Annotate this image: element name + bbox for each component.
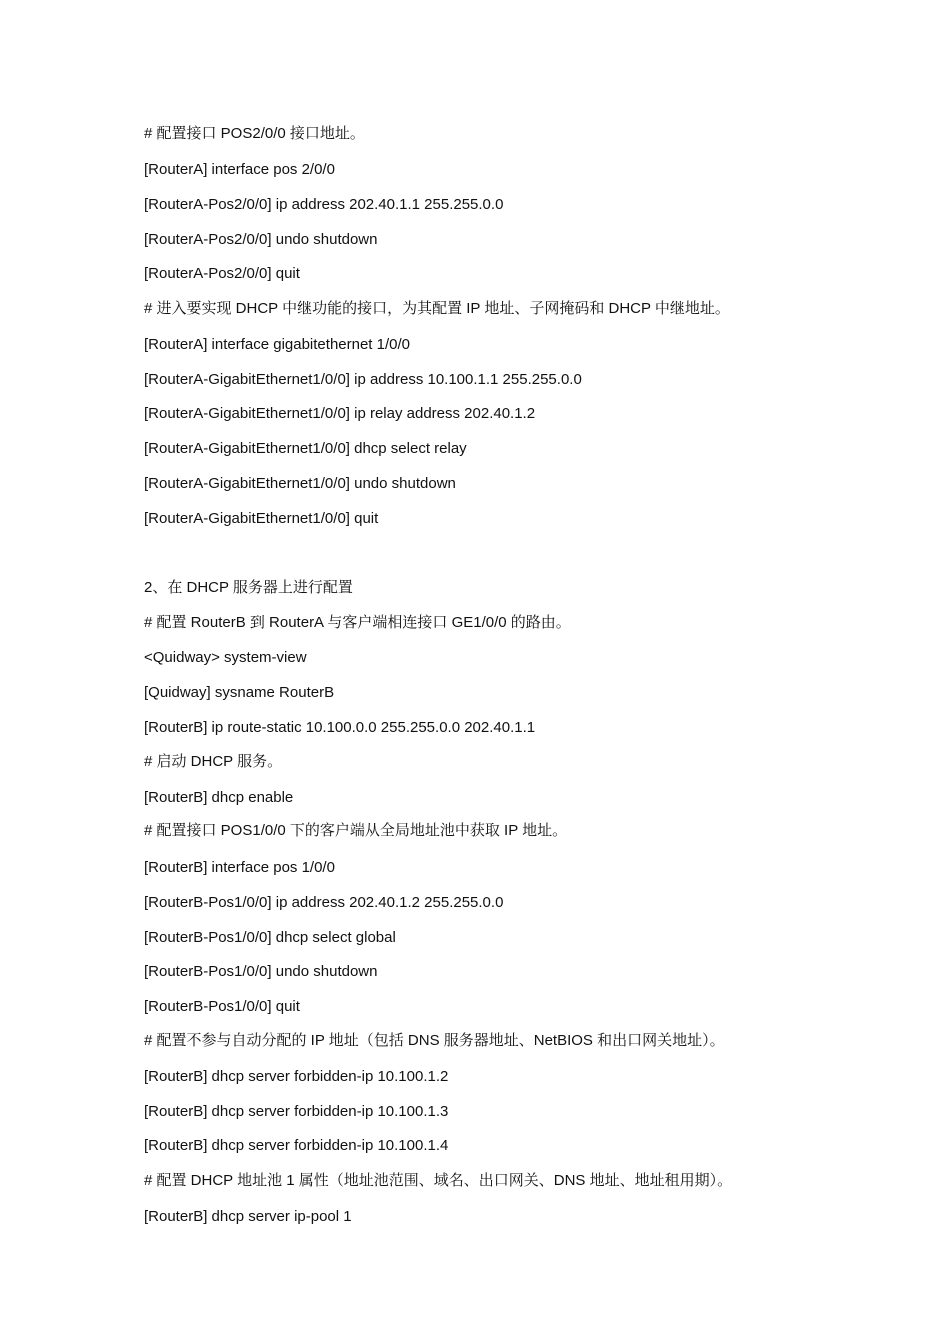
command-line: [RouterB] dhcp server forbidden-ip 10.100.1.2 [144, 1068, 449, 1085]
command-line: [RouterA-GigabitEthernet1/0/0] dhcp select relay [144, 440, 467, 457]
command-line: [RouterB-Pos1/0/0] ip address 202.40.1.2 255.255.0.0 [144, 894, 504, 911]
comment-dhcp-relay-interface: # 进入要实现 DHCP 中继功能的接口，为其配置 IP 地址、子网掩码和 DHCP 中继地址。 [144, 300, 730, 317]
command-line: [RouterA-Pos2/0/0] quit [144, 265, 300, 282]
command-line: [RouterB] ip route-static 10.100.0.0 255.255.0.0 202.40.1.1 [144, 719, 536, 736]
comment-global-pool: # 配置接口 POS1/0/0 下的客户端从全局地址池中获取 IP 地址。 [144, 822, 568, 839]
command-line: [RouterA-GigabitEthernet1/0/0] ip relay address 202.40.1.2 [144, 405, 536, 422]
command-line: [RouterA-GigabitEthernet1/0/0] ip address 10.100.1.1 255.255.0.0 [144, 371, 582, 388]
command-line: [RouterB-Pos1/0/0] undo shutdown [144, 963, 378, 980]
command-line: [RouterB-Pos1/0/0] quit [144, 998, 300, 1015]
command-line: [RouterA-Pos2/0/0] ip address 202.40.1.1 255.255.0.0 [144, 196, 504, 213]
command-line: [RouterA-GigabitEthernet1/0/0] undo shutdown [144, 475, 456, 492]
command-line: [RouterA-Pos2/0/0] undo shutdown [144, 231, 378, 248]
comment-config-pos2: # 配置接口 POS2/0/0 接口地址。 [144, 125, 365, 142]
comment-forbidden-ip: # 配置不参与自动分配的 IP 地址（包括 DNS 服务器地址、NetBIOS 和出口网关地址）。 [144, 1032, 725, 1049]
command-line: [RouterB] interface pos 1/0/0 [144, 859, 335, 876]
command-line: [RouterB] dhcp server forbidden-ip 10.100.1.4 [144, 1137, 449, 1154]
command-line: [RouterA] interface gigabitethernet 1/0/0 [144, 336, 411, 353]
command-line: [RouterB-Pos1/0/0] dhcp select global [144, 929, 396, 946]
comment-enable-dhcp: # 启动 DHCP 服务。 [144, 753, 283, 770]
command-line: [RouterB] dhcp server ip-pool 1 [144, 1208, 352, 1225]
command-line: [RouterB] dhcp server forbidden-ip 10.100.1.3 [144, 1103, 449, 1120]
comment-pool-attributes: # 配置 DHCP 地址池 1 属性（地址池范围、域名、出口网关、DNS 地址、地址租用期）。 [144, 1172, 733, 1189]
command-line: [Quidway] sysname RouterB [144, 684, 335, 701]
command-line: [RouterB] dhcp enable [144, 789, 294, 806]
command-line: [RouterA-GigabitEthernet1/0/0] quit [144, 510, 379, 527]
command-line: <Quidway> system-view [144, 649, 307, 666]
section-heading: 2、在 DHCP 服务器上进行配置 [144, 579, 353, 596]
command-line: [RouterA] interface pos 2/0/0 [144, 161, 335, 178]
comment-route-config: # 配置 RouterB 到 RouterA 与客户端相连接口 GE1/0/0 的路由。 [144, 614, 571, 631]
